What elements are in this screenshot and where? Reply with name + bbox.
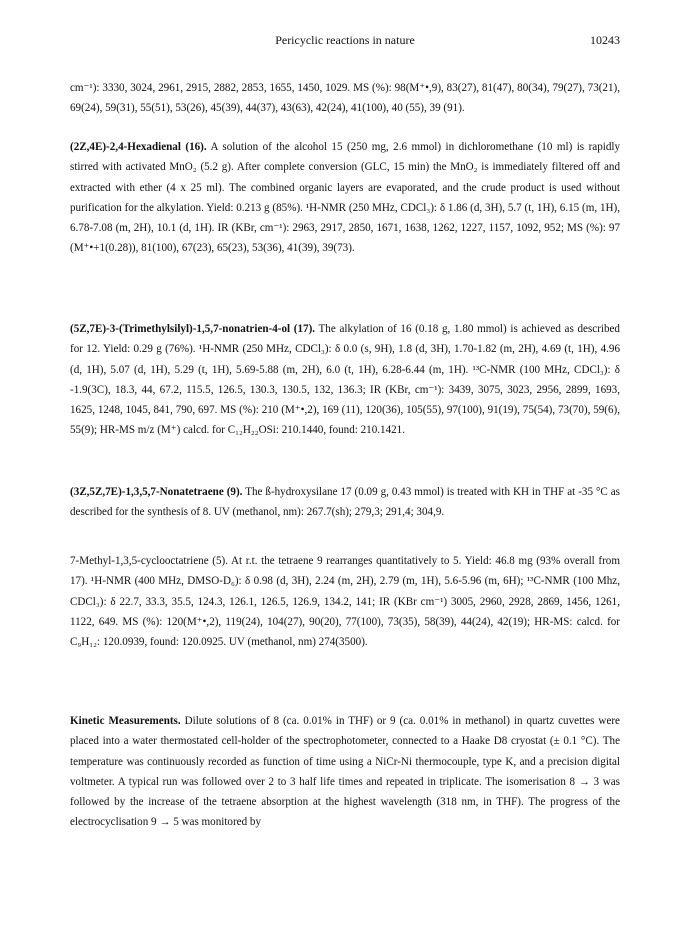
paragraph-text: 7-Methyl-1,3,5-cyclooctatriene (5). At r.t. the tetraene 9 rearranges quantitatively to 5. Yield: 46.8 mg (93% overall from 17). ¹H-NMR (400 MHz, DMSO-D₆): δ 0.98 (d, 3H), 2.24 (m, 2H), 2.79 (m, 1H), 5.6-5.96 (m, 6H); ¹³C-NMR (100 Mhz, CDCl₃): δ 22.7, 33.3, 35.5, 124.3, 126.1, 126.5, 126.9, 134.2, 141; IR (KBr cm⁻¹) 3005, 2960, 2928, 2869, 1456, 1261, 1122, 649. MS (%): 120(M⁺•,2), 119(24), 104(27), 90(20), 77(100), 73(35), 58(39), 44(24), 42(19); HR-MS: calcd. for C₉H₁₂: 120.0939, found: 120.0925. UV (methanol, nm) 274(3500). [70, 555, 620, 648]
paragraph-text: A solution of the alcohol 15 (250 mg, 2.6 mmol) in dichloromethane (10 ml) is rapidly stirred with activated MnO₂ (5.2 g). After complete conversion (GLC, 15 min) the MnO₂ is immediately filtered off and extracted with ether (4 x 25 ml). The combined organic layers are evaporated, and the crude product is used without purification for the alkylation. Yield: 0.213 g (85%). ¹H-NMR (250 MHz, CDCl₃): δ 1.86 (d, 3H), 5.7 (t, 1H), 6.15 (m, 1H), 6.78-7.08 (m, 2H), 10.1 (d, 1H). IR (KBr, cm⁻¹): 2963, 2917, 2850, 1671, 1638, 1262, 1227, 1157, 1092, 952; MS (%): 97 (M⁺•+1(0.28)), 81(100), 67(23), 65(23), 53(36), 41(39), 39(73). [70, 141, 621, 255]
paragraph-heading: Kinetic Measurements. [70, 715, 181, 728]
paragraph-text: cm⁻¹): 3330, 3024, 2961, 2915, 2882, 2853, 1655, 1450, 1029. MS (%): 98(M⁺•,9), 83(27), 81(47), 80(34), 79(27), 73(21), 69(24), 59(31), 55(51), 53(26), 45(39), 44(37), 43(63), 42(24), 41(100), 40 (55), 39 (91). [70, 82, 620, 115]
paragraph-hexadienal [70, 137, 620, 258]
page-number: 10243 [590, 33, 620, 47]
paragraph-heading: (5Z,7E)-3-(Trimethylsilyl)-1,5,7-nonatrien-4-ol (17). [70, 323, 316, 336]
paragraph-heading: (2Z,4E)-2,4-Hexadienal (16). [70, 141, 207, 154]
paragraph-text: The alkylation of 16 (0.18 g, 1.80 mmol) is achieved as described for 12. Yield: 0.29 g (76%). ¹H-NMR (250 MHz, CDCl₃): δ 0.0 (s, 9H), 1.8 (d, 3H), 1.70-1.82 (m, 2H), 4.69 (t, 1H), 4.96 (d, 1H), 5.07 (d, 1H), 5.29 (t, 1H), 5.69-5.88 (m, 2H), 6.0 (t, 1H), 6.28-6.44 (m, 1H). ¹³C-NMR (100 MHz, CDCl₃): δ -1.9(3C), 18.3, 44, 67.2, 115.5, 126.5, 130.3, 130.5, 132, 136.3; IR (KBr, cm⁻¹): 3439, 3075, 3023, 2956, 2899, 1693, 1625, 1248, 1045, 841, 790, 697. MS (%): 210 (M⁺•,2), 169 (11), 120(36), 105(55), 97(100), 91(19), 75(54), 73(70), 59(6), 55(9); HR-MS m/z (M⁺) calcd. for C₁₂H₂₂OSi: 210.1440, found: 210.1421. [70, 323, 620, 437]
paragraph-kinetic-measurements [70, 711, 620, 832]
running-title: Pericyclic reactions in nature [275, 33, 415, 47]
paragraph-nonatrienol [70, 319, 620, 440]
paragraph-heading: (3Z,5Z,7E)-1,3,5,7-Nonatetraene (9). [70, 486, 243, 499]
paragraph-nonatetraene [70, 482, 620, 522]
paragraph-text: The ß-hydroxysilane 17 (0.09 g, 0.43 mmol) is treated with KH in THF at -35 °C as described for the synthesis of 8. UV (methanol, nm): 267.7(sh); 279,3; 291,4; 304,9. [70, 486, 620, 519]
paragraph-text: Dilute solutions of 8 (ca. 0.01% in THF) or 9 (ca. 0.01% in methanol) in quartz cuvettes were placed into a water thermostated cell-holder of the spectrophotometer, connected to a Haake D8 cryostat (± 0.1 °C). The temperature was continuously recorded as function of time using a NiCr-Ni thermocouple, type K, and a precision digital voltmeter. A typical run was followed over 2 to 3 half life times and repeated in triplicate. The isomerisation 8 → 3 was followed by the increase of the tetraene absorption at the highest wavelength (318 nm, in THF). The progress of the electrocyclisation 9 → 5 was monitored by [70, 715, 620, 829]
paragraph-spectral-data-continued [70, 78, 620, 118]
running-head [70, 32, 620, 48]
paragraph-cyclooctatriene [70, 551, 620, 652]
